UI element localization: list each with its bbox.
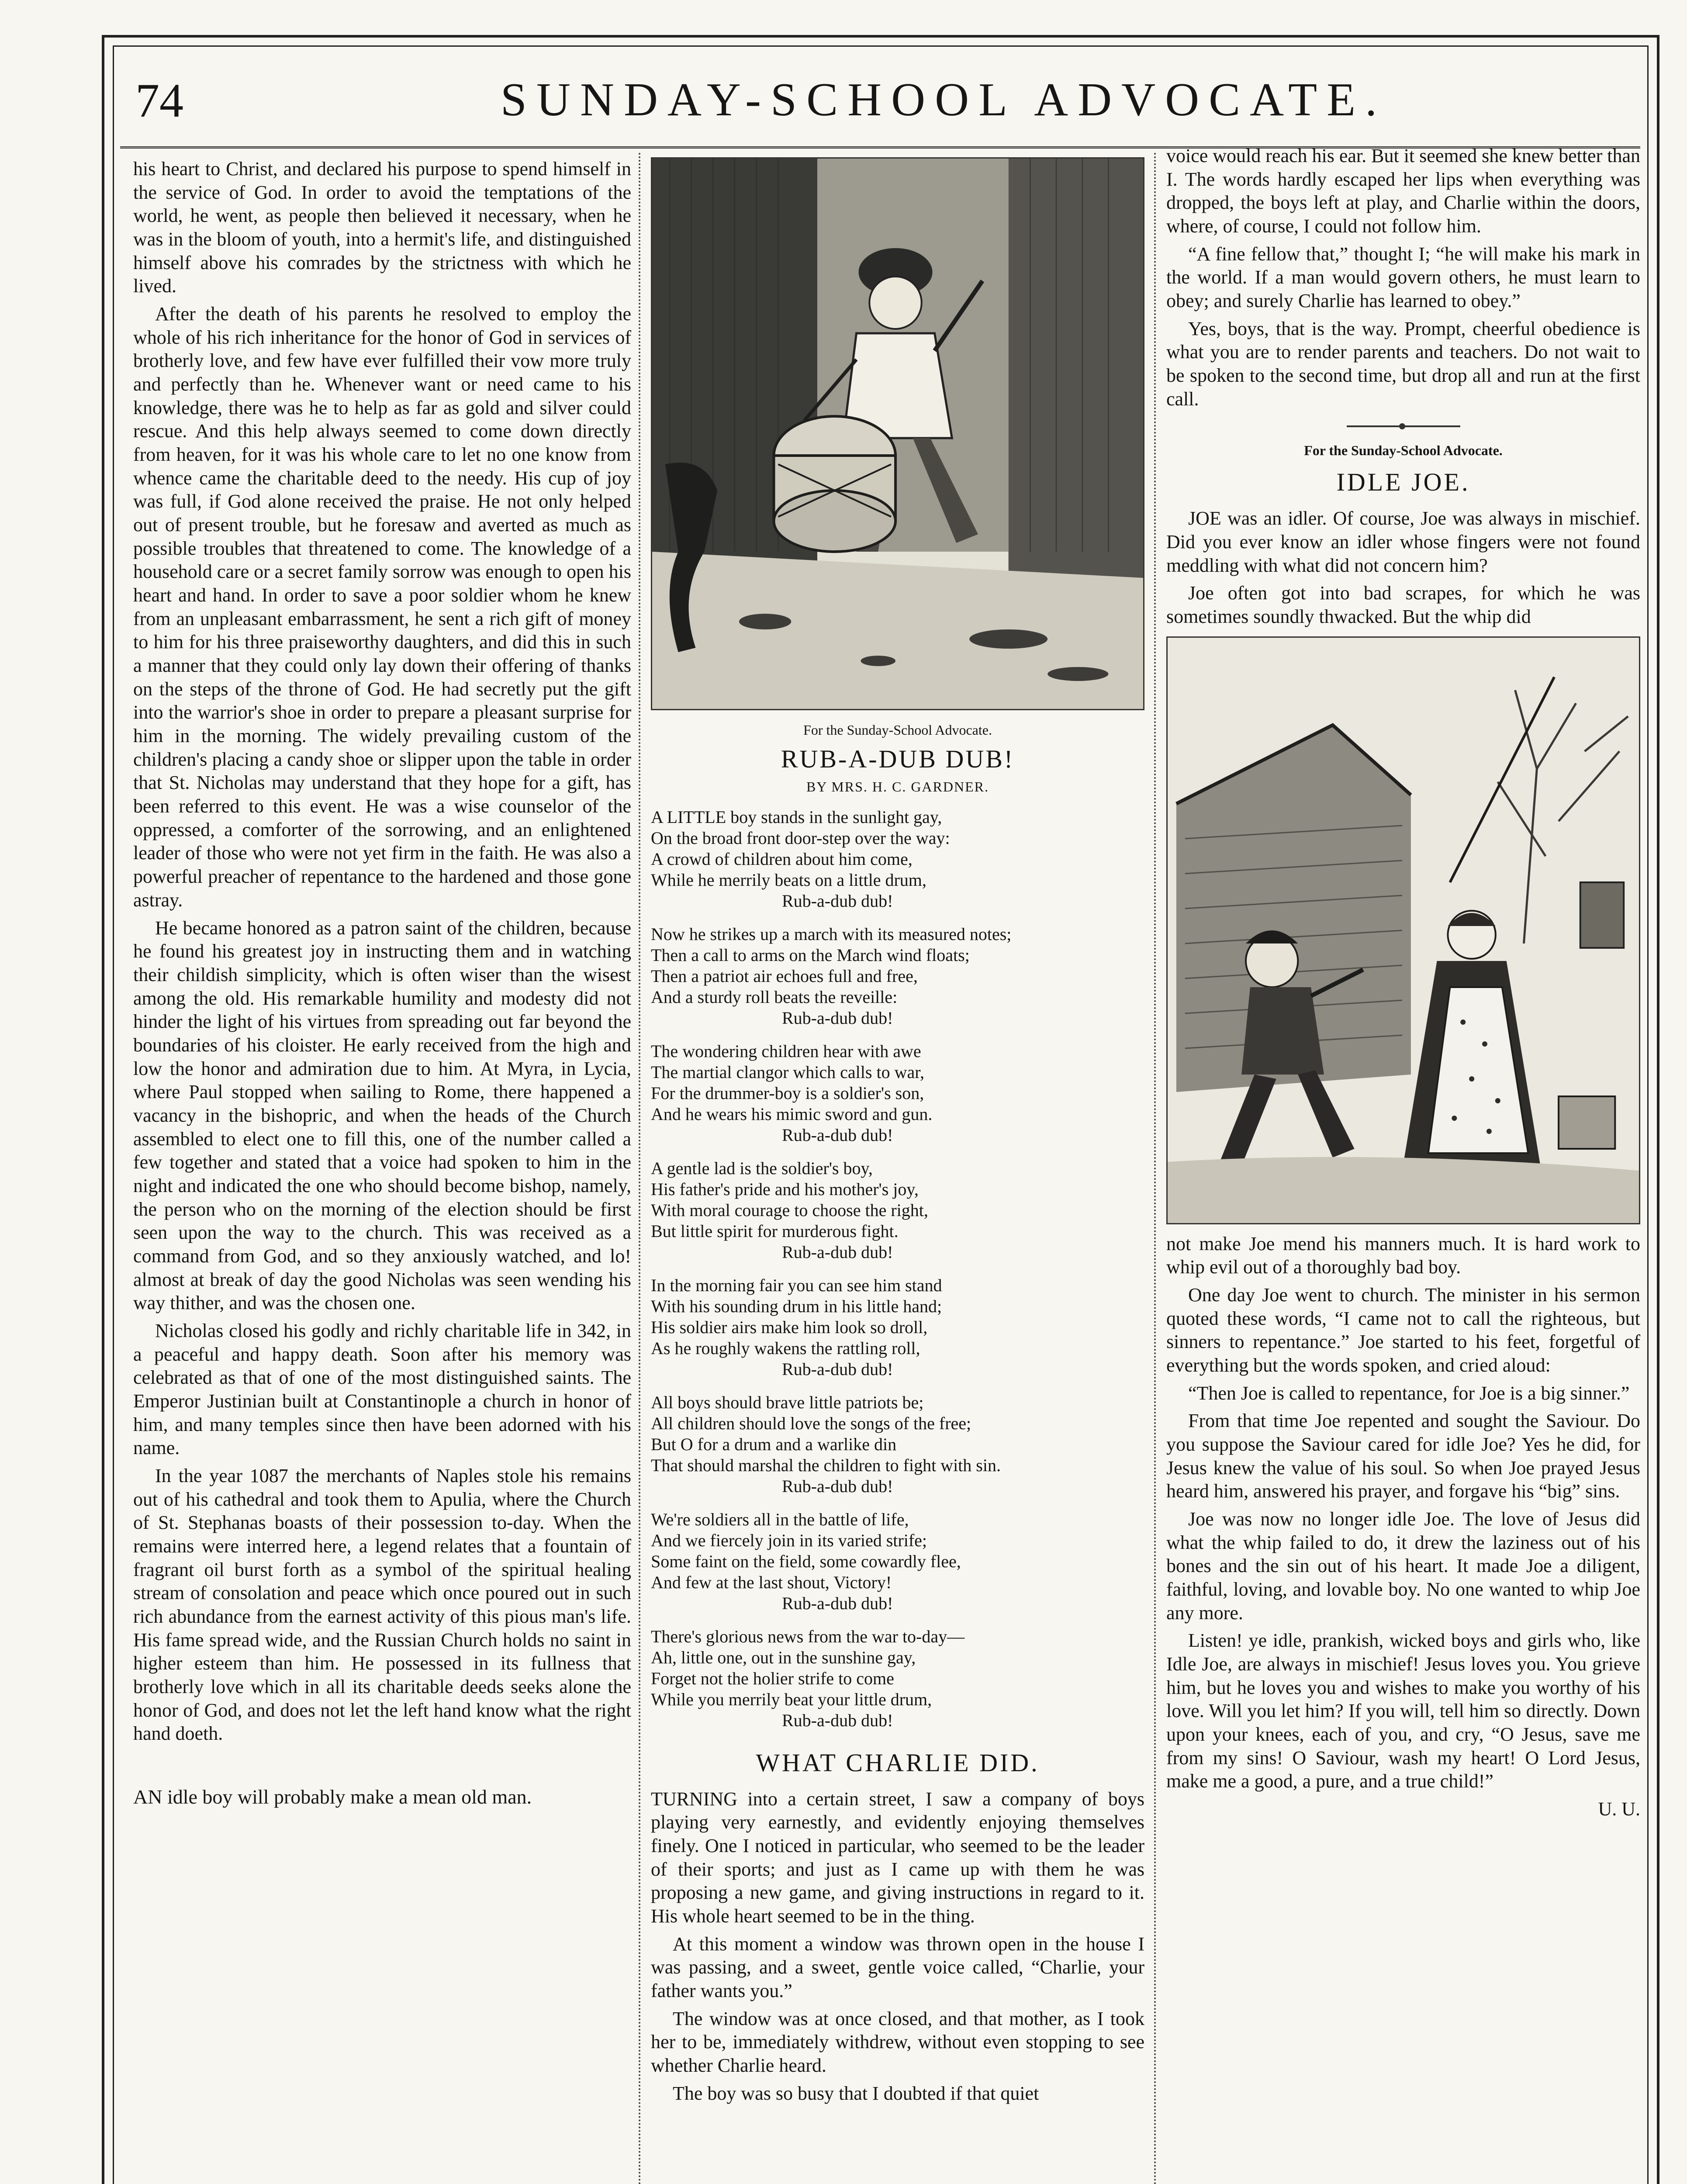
poem-refrain: Rub-a-dub dub! <box>782 1359 893 1379</box>
poem-line: His soldier airs make him look so droll, <box>651 1317 928 1337</box>
poem-line: All boys should brave little patriots be; <box>651 1392 924 1412</box>
poem-line: With his sounding drum in his little hand; <box>651 1296 942 1316</box>
poem-line: While you merrily beat your little drum, <box>651 1689 932 1709</box>
poem-stanza <box>651 807 1144 912</box>
story-paragraph: The window was at once closed, and that mother, as I took her to be, immediately withdrew, without even stopping to see whether Charlie heard. <box>651 2008 1144 2076</box>
poem-refrain: Rub-a-dub dub! <box>782 1710 893 1730</box>
poem-refrain: Rub-a-dub dub! <box>782 1593 893 1613</box>
idle-joe-paragraph: Joe was now no longer idle Joe. The love of Jesus did what the whip failed to do, it drew the laziness out of his bones and the sin out of his heart. It made Joe a diligent, faithful, loving, and lovable boy. No one wanted to whip Joe any more. <box>1166 1508 1640 1624</box>
idle-joe-paragraph: “Then Joe is called to repentance, for Joe is a big sinner.” <box>1188 1382 1630 1404</box>
story-paragraph: At this moment a window was thrown open in the house I was passing, and a sweet, gentle voice called, “Charlie, your father wants you.” <box>651 1933 1144 2001</box>
poem-line: There's glorious news from the war to-day— <box>651 1626 965 1646</box>
poem-line: On the broad front door-step over the way: <box>651 828 950 848</box>
poem-line: But O for a drum and a warlike din <box>651 1434 897 1454</box>
masthead-title: SUNDAY-SCHOOL ADVOCATE. <box>500 74 1387 126</box>
poem-line: A crowd of children about him come, <box>651 849 913 869</box>
poem-stanza <box>651 1626 1144 1731</box>
right-column <box>1166 144 1640 1821</box>
poem-stanza <box>651 1509 1144 1614</box>
poem-refrain: Rub-a-dub dub! <box>782 1125 893 1145</box>
poem-line: In the morning fair you can see him stand <box>651 1275 942 1295</box>
idle-joe-paragraph: Listen! ye idle, prankish, wicked boys and girls who, like Idle Joe, are always in mischief! Jesus loves you. You grieve him, but he loves you and wishes to make you worthy of his love. Will you let him? If you will, tell him so directly. Down upon your knees, each of you, and cry, “O Jesus, save me from my sins! O Saviour, wash my heart! O Lord Jesus, make me a good, a pure, and a true child!” <box>1166 1630 1640 1792</box>
poem-stanza <box>651 1041 1144 1146</box>
poem-line: And we fiercely join in its varied strife; <box>651 1530 927 1550</box>
poem-stanza <box>651 1275 1144 1380</box>
idle-joe-paragraph: From that time Joe repented and sought the Saviour. Do you suppose the Saviour cared for idle Joe? Yes he did, for Jesus knew the value of his soul. So when Joe prayed Jesus heard him, answered his prayer, and forgave his “big” sins. <box>1166 1410 1640 1502</box>
poem-line: The wondering children hear with awe <box>651 1041 921 1061</box>
left-column <box>133 157 631 1814</box>
poem-byline: BY MRS. H. C. GARDNER. <box>806 778 989 795</box>
page-number: 74 <box>135 74 183 127</box>
woman-chasing-boy-engraving <box>1168 638 1639 1223</box>
section-rule <box>1347 425 1460 427</box>
author-signature: U. U. <box>1598 1798 1640 1820</box>
drummer-boy-engraving <box>652 159 1143 709</box>
idle-joe-paragraph: One day Joe went to church. The minister in his sermon quoted these words, “I came not to call the righteous, but sinners to repentance.” Joe started to his feet, forgetful of everything but the words spoken, and cried aloud: <box>1166 1284 1640 1376</box>
poem-line: All children should love the songs of the free; <box>651 1413 971 1433</box>
proverb: AN idle boy will probably make a mean old man. <box>133 1786 532 1808</box>
poem-line: As he roughly wakens the rattling roll, <box>651 1338 920 1358</box>
poem-line: But little spirit for murderous fight. <box>651 1221 899 1241</box>
story-title: WHAT CHARLIE DID. <box>756 1748 1040 1777</box>
story-paragraph: “A fine fellow that,” thought I; “he will make his mark in the world. If a man would govern others, he must learn to obey; and surely Charlie has learned to obey.” <box>1166 243 1640 312</box>
illustration-caption: For the Sunday-School Advocate. <box>803 722 992 738</box>
article-paragraph: He became honored as a patron saint of the children, because he found his greatest joy in instructing them and in watching their childish simplicity, which is often wiser than the wisest among the old. His remarkable humility and modesty did not hinder the light of his virtues from spreading out far beyond the boundaries of his cloister. He early received from the high and low the honor and admiration due to him. At Myra, in Lycia, where Paul stopped when sailing to Rome, there happened a vacancy in the bishopric, and when the heads of the Church assembled to elect one to fill this, one of the number called a few together and stated that a voice had spoken to him in the night and indicated the one who should become bishop, namely, the person who on the morning of the election should be first seen upon the way to the church. This was received as a command from God, and so they anxiously watched, and lo! almost at break of day the good Nicholas was seen wending his way thither, and was the chosen one. <box>133 917 631 1314</box>
column-divider-left <box>639 153 640 2184</box>
poem-line: And few at the last shout, Victory! <box>651 1572 892 1592</box>
poem-title: RUB-A-DUB DUB! <box>781 745 1015 774</box>
poem-line: With moral courage to choose the right, <box>651 1200 928 1220</box>
poem-line: Then a call to arms on the March wind floats; <box>651 945 970 965</box>
middle-column <box>651 157 1144 2109</box>
poem-line: For the drummer-boy is a soldier's son, <box>651 1083 924 1103</box>
poem-line: Ah, little one, out in the sunshine gay, <box>651 1647 916 1667</box>
poem-refrain: Rub-a-dub dub! <box>782 1242 893 1262</box>
poem-line: A gentle lad is the soldier's boy, <box>651 1158 873 1178</box>
poem-line: A LITTLE boy stands in the sunlight gay, <box>651 807 942 827</box>
poem-line: And a sturdy roll beats the reveille: <box>651 987 898 1007</box>
poem-line: While he merrily beats on a little drum, <box>651 870 926 890</box>
article-paragraph: Nicholas closed his godly and richly charitable life in 342, in a peaceful and happy death. Soon after his memory was celebrated as that of one of the most distinguished saints. The Emperor Justinian built at Constantinople a church in honor of him, and many temples since then have been adorned with his name. <box>133 1320 631 1459</box>
story-paragraph: voice would reach his ear. But it seemed she knew better than I. The words hardly escaped her lips when everything was dropped, the boys left at play, and Charlie within the doors, where, of course, I could not follow him. <box>1166 145 1640 237</box>
story-paragraph: The boy was so busy that I doubted if that quiet <box>673 2082 1039 2104</box>
column-divider-right <box>1154 153 1156 2184</box>
story-paragraph: TURNING into a certain street, I saw a company of boys playing very earnestly, and evidently enjoying themselves finely. One I noticed in particular, who seemed to be the leader of their sports; and just as I came up with them he was proposing a new game, and giving instructions in regard to it. His whole heart seemed to be in the thing. <box>651 1788 1144 1927</box>
poem-line: And he wears his mimic sword and gun. <box>651 1104 933 1124</box>
poem-refrain: Rub-a-dub dub! <box>782 891 893 911</box>
idle-joe-paragraph: not make Joe mend his manners much. It is hard work to whip evil out of a thoroughly bad boy. <box>1166 1233 1640 1278</box>
idle-joe-paragraph: Joe often got into bad scrapes, for which he was sometimes soundly thwacked. But the whip did <box>1166 582 1640 627</box>
poem-line: Forget not the holier strife to come <box>651 1668 894 1688</box>
poem-line: Then a patriot air echoes full and free, <box>651 966 918 986</box>
poem-line: We're soldiers all in the battle of life, <box>651 1509 909 1529</box>
poem-line: Some faint on the field, some cowardly flee, <box>651 1551 961 1571</box>
section-credit: For the Sunday-School Advocate. <box>1304 442 1503 459</box>
poem-line: The martial clangor which calls to war, <box>651 1062 924 1082</box>
idle-joe-paragraph: JOE was an idler. Of course, Joe was always in mischief. Did you ever know an idler whose fingers were not found meddling with what did not concern him? <box>1166 508 1640 576</box>
article-paragraph: In the year 1087 the merchants of Naples stole his remains out of his cathedral and took them to Apulia, where the Church of St. Stephanas boasts of their possession to-day. When the remains were interred here, a legend relates that a fountain of fragrant oil burst forth as a symbol of the spiritual healing stream of consolation and peace which once poured out in such rich abundance from the earnest activity of this pious man's life. His fame spread wide, and the Russian Church holds no saint in higher esteem than him. He possessed in its fullness that brotherly love which in all its charitable deeds seeks alone the honor of God, and does not let the left hand know what the right hand doeth. <box>133 1465 631 1745</box>
article-paragraph: After the death of his parents he resolved to employ the whole of his rich inheritance for the honor of God in services of brotherly love, and few have ever fulfilled their vow more truly and perfectly than he. Whenever want or need came to his knowledge, there was he to help as far as gold and silver could rescue. And this help always seemed to come down directly from heaven, for it was his whole care to let no one know from whence came the charitable deed to the needy. His cup of joy was full, if God alone received the praise. He not only helped out of present trouble, but he foresaw and averted as much as possible troubles that threatened to come. The knowledge of a household care or a secret family sorrow was enough to open his heart and hand. In order to save a poor soldier whom he knew from an unpleasant embarrassment, he sent a rich gift of money to him for his three praiseworthy daughters, and did this in such a manner that they could only lay down their offering of thanks on the steps of the throne of God. He had secretly put the gift into the warrior's shoe in order to prepare a pleasant surprise for him in the morning. The widely prevailing custom of the children's placing a candy shoe or slipper upon the table in order that St. Nicholas may understand that they hope for a gift, has been referred to this event. He was a wise counselor of the oppressed, a comforter of the sorrowing, and an enlightened leader of those who were not yet firm in the faith. He was also a powerful preacher of repentance to the hardened and those gone astray. <box>133 303 632 911</box>
article-paragraph: his heart to Christ, and declared his purpose to spend himself in the service of God. In order to avoid the temptations of the world, he went, as people then believed it necessary, when he was in the bloom of youth, into a hermit's life, and distinguished himself above his comrades by the strictness with which he lived. <box>133 158 631 297</box>
poem-line: Now he strikes up a march with its measured notes; <box>651 924 1012 944</box>
poem-refrain: Rub-a-dub dub! <box>782 1008 893 1028</box>
drummer-boy-illustration <box>651 157 1144 710</box>
poem-stanza <box>651 1392 1144 1497</box>
poem-refrain: Rub-a-dub dub! <box>782 1476 893 1496</box>
poem-stanza <box>651 1158 1144 1263</box>
poem-stanza <box>651 924 1144 1029</box>
idle-joe-illustration <box>1166 636 1640 1224</box>
idle-joe-title: IDLE JOE. <box>1336 468 1470 497</box>
story-paragraph: Yes, boys, that is the way. Prompt, cheerful obedience is what you are to render parents and teachers. Do not wait to be spoken to the second time, but drop all and run at the first call. <box>1166 318 1640 410</box>
poem-line: That should marshal the children to fight with sin. <box>651 1455 1001 1475</box>
poem-line: His father's pride and his mother's joy, <box>651 1179 919 1199</box>
